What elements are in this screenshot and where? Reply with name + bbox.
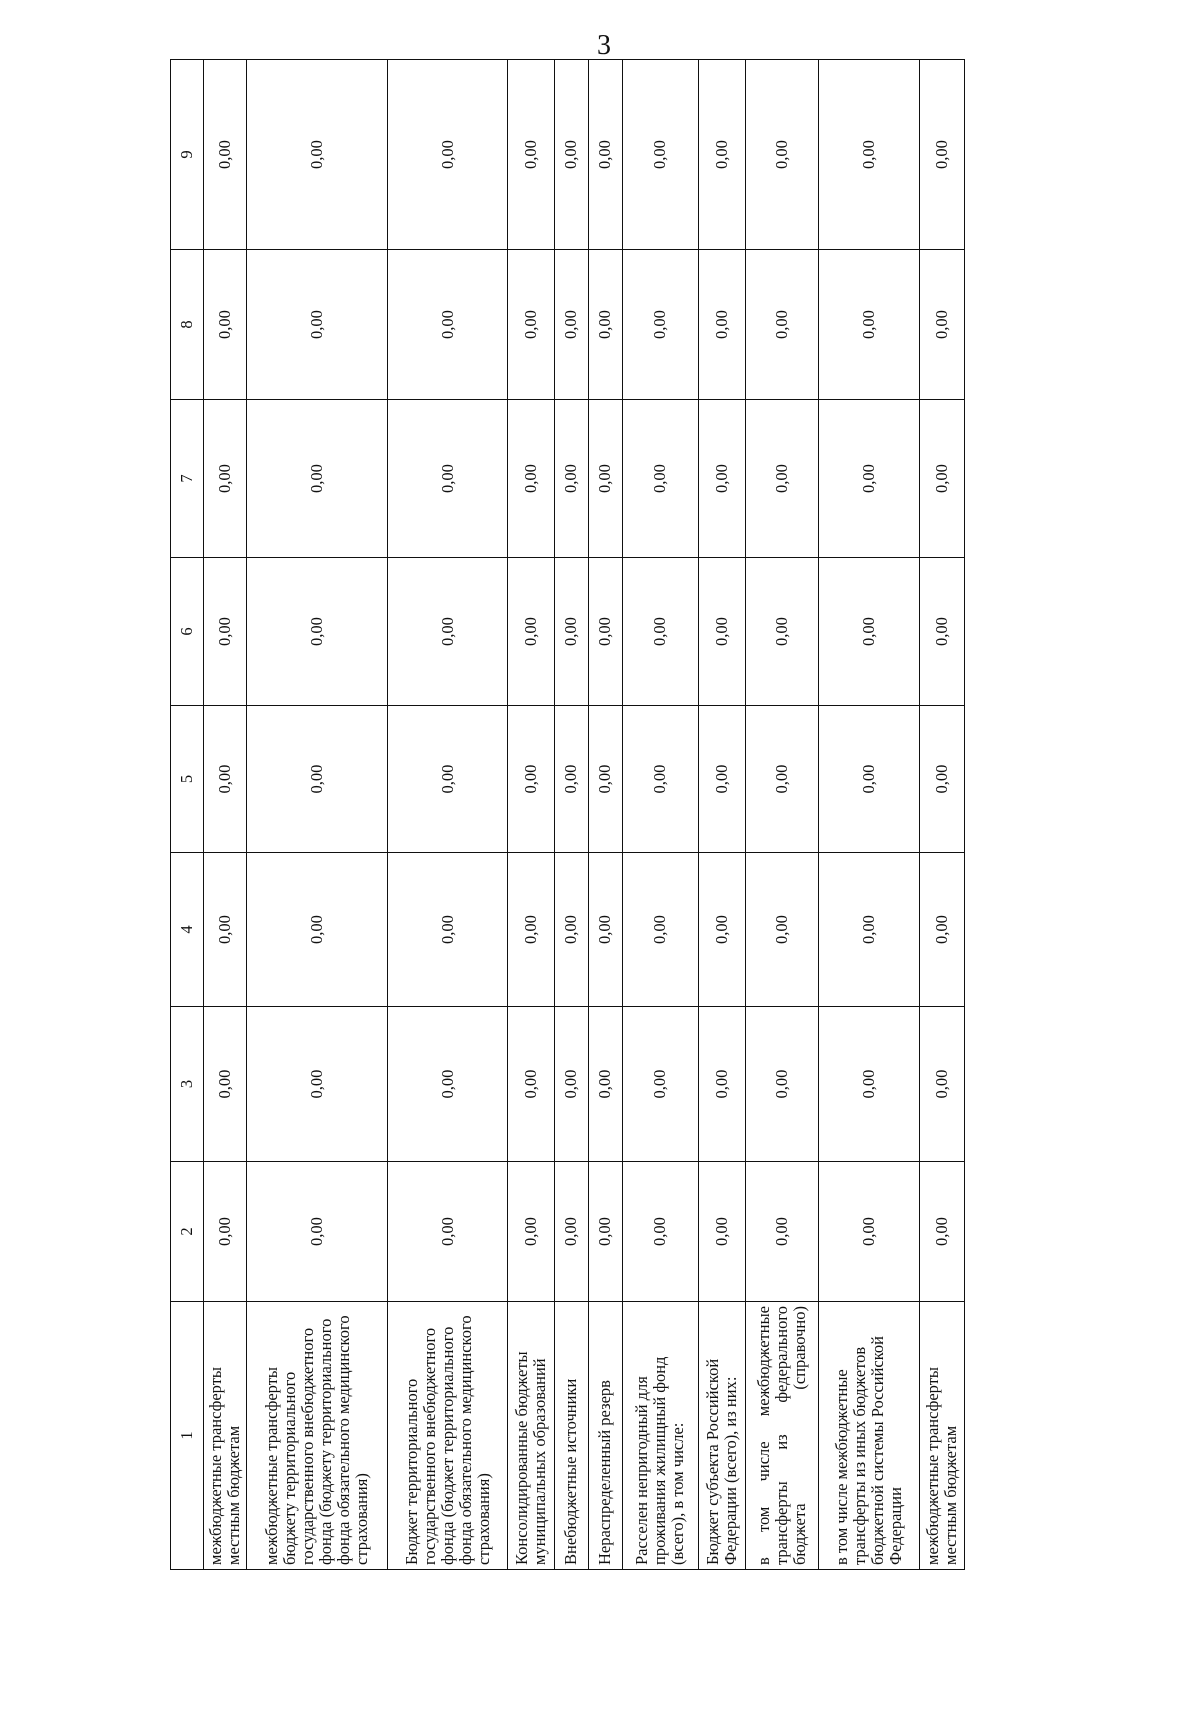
cell-value: 0,00 bbox=[388, 558, 508, 706]
cell-value: 0,00 bbox=[588, 558, 622, 706]
cell-value: 0,00 bbox=[588, 1007, 622, 1162]
cell-value: 0,00 bbox=[745, 1162, 818, 1302]
cell-value: 0,00 bbox=[204, 706, 247, 853]
cell-value: 0,00 bbox=[247, 1162, 388, 1302]
table-row bbox=[698, 60, 745, 1570]
row-label: межбюджетные трансферты местным бюджетам bbox=[204, 1302, 247, 1570]
cell-value: 0,00 bbox=[698, 1007, 745, 1162]
cell-value: 0,00 bbox=[204, 60, 247, 250]
budget-table bbox=[170, 59, 965, 1570]
table-row bbox=[508, 60, 555, 1570]
cell-value: 0,00 bbox=[388, 60, 508, 250]
cell-value: 0,00 bbox=[745, 60, 818, 250]
cell-value: 0,00 bbox=[554, 1007, 588, 1162]
cell-value: 0,00 bbox=[745, 558, 818, 706]
cell-value: 0,00 bbox=[508, 853, 555, 1007]
table-row bbox=[818, 60, 920, 1570]
cell-value: 0,00 bbox=[622, 1162, 698, 1302]
cell-value: 0,00 bbox=[554, 706, 588, 853]
row-label: в том числе межбюджетные трансферты из федерального бюджета (справочно) bbox=[745, 1302, 818, 1570]
table-row bbox=[622, 60, 698, 1570]
cell-value: 0,00 bbox=[920, 400, 965, 558]
cell-value: 0,00 bbox=[818, 60, 920, 250]
cell-value: 0,00 bbox=[247, 558, 388, 706]
cell-value: 0,00 bbox=[388, 1007, 508, 1162]
cell-value: 0,00 bbox=[920, 1162, 965, 1302]
cell-value: 0,00 bbox=[698, 706, 745, 853]
column-header: 8 bbox=[171, 250, 204, 400]
cell-value: 0,00 bbox=[818, 853, 920, 1007]
cell-value: 0,00 bbox=[508, 400, 555, 558]
column-header: 5 bbox=[171, 706, 204, 853]
column-header: 7 bbox=[171, 400, 204, 558]
cell-value: 0,00 bbox=[745, 853, 818, 1007]
cell-value: 0,00 bbox=[622, 558, 698, 706]
cell-value: 0,00 bbox=[508, 60, 555, 250]
cell-value: 0,00 bbox=[247, 1007, 388, 1162]
cell-value: 0,00 bbox=[920, 1007, 965, 1162]
cell-value: 0,00 bbox=[818, 250, 920, 400]
column-header: 4 bbox=[171, 853, 204, 1007]
cell-value: 0,00 bbox=[247, 250, 388, 400]
cell-value: 0,00 bbox=[388, 706, 508, 853]
cell-value: 0,00 bbox=[247, 60, 388, 250]
rotated-table-container bbox=[170, 60, 965, 1570]
cell-value: 0,00 bbox=[698, 60, 745, 250]
page-number: 3 bbox=[597, 30, 611, 61]
cell-value: 0,00 bbox=[204, 558, 247, 706]
row-label: Внебюджетные источники bbox=[554, 1302, 588, 1570]
cell-value: 0,00 bbox=[388, 250, 508, 400]
cell-value: 0,00 bbox=[554, 1162, 588, 1302]
cell-value: 0,00 bbox=[388, 400, 508, 558]
table-row bbox=[588, 60, 622, 1570]
row-label: межбюджетные трансферты бюджету территориального государственного внебюджетного фонда (бюджету территориального фонда обязательного медицинского страхования) bbox=[247, 1302, 388, 1570]
cell-value: 0,00 bbox=[698, 558, 745, 706]
cell-value: 0,00 bbox=[622, 250, 698, 400]
cell-value: 0,00 bbox=[745, 400, 818, 558]
cell-value: 0,00 bbox=[698, 1162, 745, 1302]
cell-value: 0,00 bbox=[818, 558, 920, 706]
cell-value: 0,00 bbox=[588, 1162, 622, 1302]
column-header: 9 bbox=[171, 60, 204, 250]
cell-value: 0,00 bbox=[622, 706, 698, 853]
header-row bbox=[171, 60, 204, 1570]
column-header: 6 bbox=[171, 558, 204, 706]
cell-value: 0,00 bbox=[554, 250, 588, 400]
cell-value: 0,00 bbox=[508, 558, 555, 706]
cell-value: 0,00 bbox=[745, 250, 818, 400]
cell-value: 0,00 bbox=[818, 400, 920, 558]
cell-value: 0,00 bbox=[920, 250, 965, 400]
cell-value: 0,00 bbox=[588, 250, 622, 400]
row-label: Нераспределенный резерв bbox=[588, 1302, 622, 1570]
cell-value: 0,00 bbox=[588, 706, 622, 853]
cell-value: 0,00 bbox=[622, 1007, 698, 1162]
row-label: Бюджет субъекта Российской Федерации (всего), из них: bbox=[698, 1302, 745, 1570]
cell-value: 0,00 bbox=[920, 853, 965, 1007]
cell-value: 0,00 bbox=[698, 853, 745, 1007]
cell-value: 0,00 bbox=[508, 1007, 555, 1162]
cell-value: 0,00 bbox=[622, 853, 698, 1007]
cell-value: 0,00 bbox=[698, 250, 745, 400]
cell-value: 0,00 bbox=[388, 1162, 508, 1302]
cell-value: 0,00 bbox=[554, 60, 588, 250]
cell-value: 0,00 bbox=[247, 853, 388, 1007]
cell-value: 0,00 bbox=[588, 60, 622, 250]
table-row bbox=[204, 60, 247, 1570]
table-row bbox=[388, 60, 508, 1570]
cell-value: 0,00 bbox=[920, 60, 965, 250]
cell-value: 0,00 bbox=[508, 250, 555, 400]
cell-value: 0,00 bbox=[247, 400, 388, 558]
table-row bbox=[247, 60, 388, 1570]
cell-value: 0,00 bbox=[554, 853, 588, 1007]
table-row bbox=[920, 60, 965, 1570]
row-label: в том числе межбюджетные трансферты из иных бюджетов бюджетной системы Российской Федерации bbox=[818, 1302, 920, 1570]
cell-value: 0,00 bbox=[588, 400, 622, 558]
cell-value: 0,00 bbox=[920, 706, 965, 853]
cell-value: 0,00 bbox=[508, 1162, 555, 1302]
row-label: межбюджетные трансферты местным бюджетам bbox=[920, 1302, 965, 1570]
column-header: 3 bbox=[171, 1007, 204, 1162]
cell-value: 0,00 bbox=[920, 558, 965, 706]
cell-value: 0,00 bbox=[588, 853, 622, 1007]
cell-value: 0,00 bbox=[818, 1162, 920, 1302]
row-label: Бюджет территориального государственного внебюджетного фонда (бюджет территориального фонда обязательного медицинского страхования) bbox=[388, 1302, 508, 1570]
cell-value: 0,00 bbox=[818, 706, 920, 853]
cell-value: 0,00 bbox=[745, 1007, 818, 1162]
row-label: Консолидированные бюджеты муниципальных образований bbox=[508, 1302, 555, 1570]
cell-value: 0,00 bbox=[622, 60, 698, 250]
cell-value: 0,00 bbox=[745, 706, 818, 853]
column-header: 1 bbox=[171, 1302, 204, 1570]
table-row bbox=[745, 60, 818, 1570]
cell-value: 0,00 bbox=[204, 250, 247, 400]
cell-value: 0,00 bbox=[388, 853, 508, 1007]
cell-value: 0,00 bbox=[204, 1162, 247, 1302]
cell-value: 0,00 bbox=[622, 400, 698, 558]
cell-value: 0,00 bbox=[204, 853, 247, 1007]
cell-value: 0,00 bbox=[554, 558, 588, 706]
cell-value: 0,00 bbox=[204, 400, 247, 558]
column-header: 2 bbox=[171, 1162, 204, 1302]
row-label: Расселен непригодный для проживания жилищный фонд (всего), в том числе: bbox=[622, 1302, 698, 1570]
table-row bbox=[554, 60, 588, 1570]
cell-value: 0,00 bbox=[204, 1007, 247, 1162]
cell-value: 0,00 bbox=[508, 706, 555, 853]
cell-value: 0,00 bbox=[698, 400, 745, 558]
cell-value: 0,00 bbox=[818, 1007, 920, 1162]
cell-value: 0,00 bbox=[247, 706, 388, 853]
cell-value: 0,00 bbox=[554, 400, 588, 558]
